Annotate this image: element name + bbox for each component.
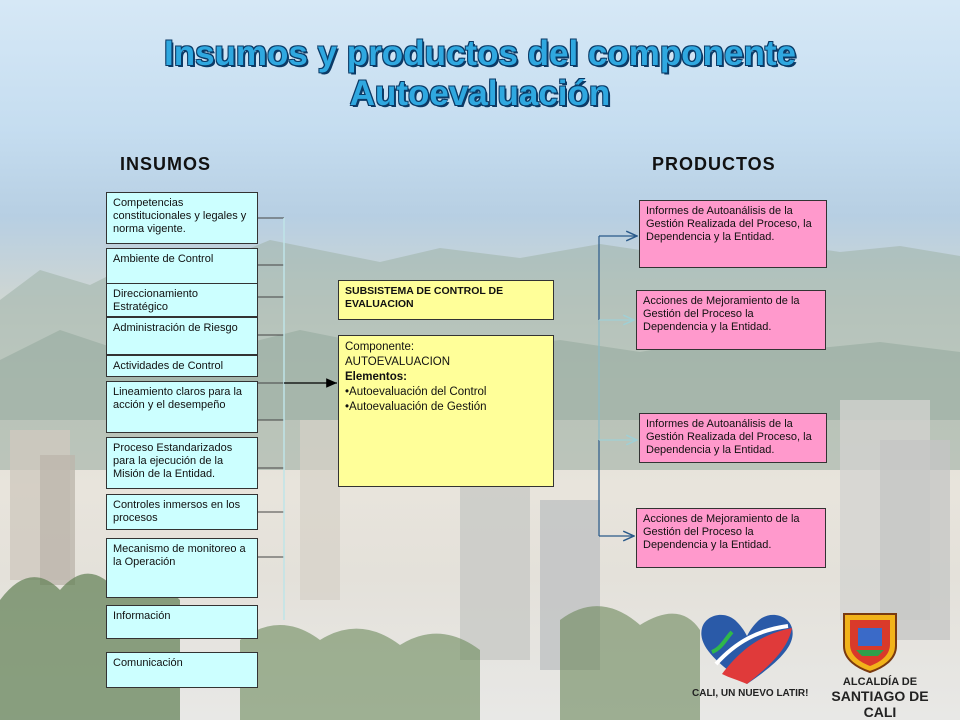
component-prefix: Componente:	[345, 341, 415, 353]
input-box-controles: Controles inmersos en los procesos	[106, 494, 258, 530]
slogan-text: CALI, UN NUEVO LATIR!	[692, 688, 809, 699]
output-box-informes-1: Informes de Autoanálisis de la Gestión Realizada del Proceso, la Dependencia y la Entidad.	[639, 200, 827, 268]
component-element: •Autoevaluación del Control	[345, 386, 487, 398]
input-stubs	[258, 218, 284, 557]
input-box-comunicacion: Comunicación	[106, 652, 258, 688]
inputs-heading: INSUMOS	[120, 154, 212, 174]
subsystem-box: SUBSISTEMA DE CONTROL DE EVALUACION	[338, 280, 554, 320]
city-shield-icon	[838, 610, 902, 674]
org-name	[820, 676, 940, 720]
output-box-acciones-2: Acciones de Mejoramiento de la Gestión del Proceso la Dependencia y la Entidad.	[636, 508, 826, 568]
output-box-informes-2: Informes de Autoanálisis de la Gestión Realizada del Proceso, la Dependencia y la Entidad.	[639, 413, 827, 463]
input-box-direccionamiento: Direccionamiento Estratégico	[106, 283, 258, 317]
title-line-1: Insumos y productos del componente	[163, 34, 797, 73]
title-line-2: Autoevaluación	[349, 74, 611, 113]
input-box-informacion: Información	[106, 605, 258, 639]
output-box-acciones-1: Acciones de Mejoramiento de la Gestión del Proceso la Dependencia y la Entidad.	[636, 290, 826, 350]
input-box-procesos: Proceso Estandarizados para la ejecución de la Misión de la Entidad.	[106, 437, 258, 489]
input-box-ambiente: Ambiente de Control	[106, 248, 258, 284]
component-name: AUTOEVALUACION	[345, 356, 451, 368]
outputs-heading: PRODUCTOS	[652, 154, 776, 174]
input-box-riesgo: Administración de Riesgo	[106, 317, 258, 355]
input-box-monitoreo: Mecanismo de monitoreo a la Operación	[106, 538, 258, 598]
component-elements-label: Elementos:	[345, 371, 407, 383]
component-box	[338, 335, 554, 487]
heart-logo-icon	[692, 608, 802, 688]
org-name-line-1: ALCALDÍA DE	[842, 676, 918, 688]
org-name-line-2: SANTIAGO DE CALI	[831, 688, 929, 720]
component-element: •Autoevaluación de Gestión	[345, 401, 487, 413]
input-box-lineamiento: Lineamiento claros para la acción y el desempeño	[106, 381, 258, 433]
input-box-actividades: Actividades de Control	[106, 355, 258, 377]
input-box-competencias: Competencias constitucionales y legales y norma vigente.	[106, 192, 258, 244]
